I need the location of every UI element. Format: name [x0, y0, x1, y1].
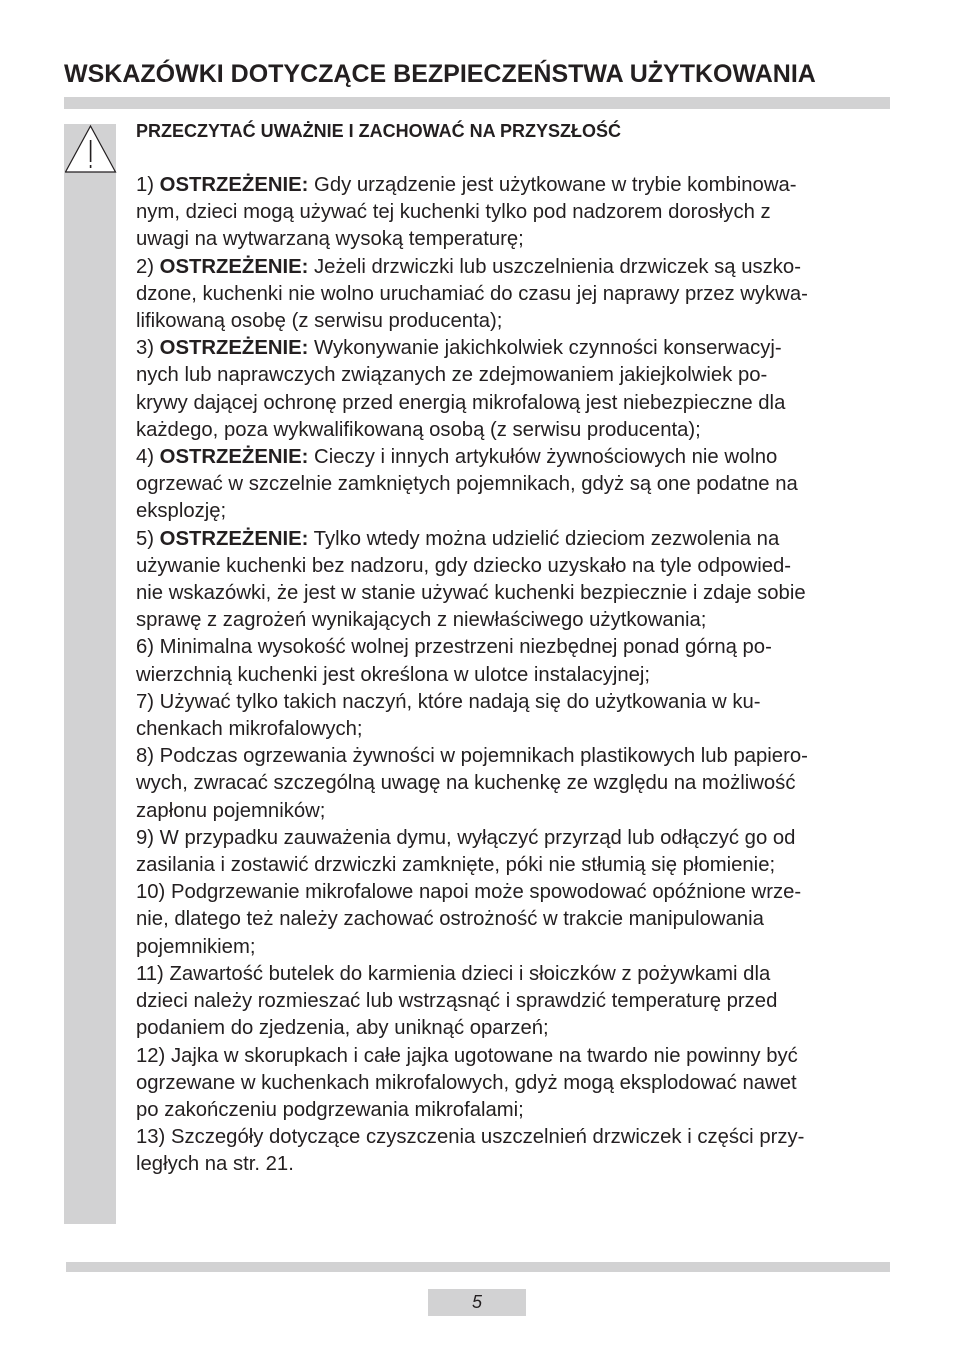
item-text-line: nym, dzieci mogą używać tej kuchenki tylko pod nadzorem dorosłych z	[136, 201, 771, 224]
item-text-line: każdego, poza wykwalifikowaną osobą (z serwisu producenta);	[136, 418, 701, 441]
item-number: 1)	[136, 174, 160, 196]
item-text-line: Gdy urządzenie jest użytkowane w trybie kombinowa-	[308, 174, 797, 196]
item-text-line: 7) Używać tylko takich naczyń, które nadają się do użytkowania w ku-	[136, 690, 761, 713]
instruction-list	[136, 172, 896, 1179]
item-text-line: dzone, kuchenki nie wolno uruchamiać do czasu jej naprawy przez wykwa-	[136, 282, 808, 305]
subheading: PRZECZYTAĆ UWAŻNIE I ZACHOWAĆ NA PRZYSZŁOŚĆ	[136, 121, 621, 141]
bottom-divider	[66, 1262, 890, 1272]
warning-label: OSTRZEŻENIE:	[159, 255, 309, 278]
instruction-item	[136, 879, 896, 961]
instruction-item	[136, 1124, 896, 1178]
item-text-line: ogrzewać w szczelnie zamkniętych pojemnikach, gdyż są one podatne na	[136, 473, 798, 496]
item-text-line: po zakończeniu podgrzewania mikrofalami;	[136, 1098, 524, 1121]
item-text-line: dzieci należy rozmieszać lub wstrząsnąć i sprawdzić temperaturę przed	[136, 990, 778, 1013]
item-number: 5)	[136, 527, 160, 550]
warning-label: OSTRZEŻENIE:	[159, 446, 309, 469]
item-text-line: pojemnikiem;	[136, 935, 256, 958]
item-text-line: Tylko wtedy można udzielić dzieciom zezwolenia na	[308, 527, 780, 550]
item-text-line: lifikowaną osobę (z serwisu producenta);	[136, 310, 503, 333]
item-text-line: 13) Szczegóły dotyczące czyszczenia uszczelnień drzwiczek i części przy-	[136, 1126, 805, 1149]
item-text-line: podaniem do zjedzenia, aby uniknąć oparzeń;	[136, 1017, 549, 1040]
instruction-item	[136, 526, 896, 635]
warning-label: OSTRZEŻENIE:	[159, 337, 309, 360]
instruction-item	[136, 1043, 896, 1125]
warning-label: OSTRZEŻENIE:	[159, 527, 309, 550]
item-text-line: wych, zwracać szczególną uwagę na kuchenkę ze względu na możliwość	[136, 772, 796, 795]
item-text-line: zapłonu pojemników;	[136, 799, 326, 822]
instruction-item	[136, 689, 896, 743]
item-text-line: 11) Zawartość butelek do karmienia dzieci i słoiczków z pożywkami dla	[136, 962, 771, 985]
item-text-line: ległych na str. 21.	[136, 1153, 294, 1176]
instruction-item	[136, 254, 896, 336]
instruction-item	[136, 961, 896, 1043]
instruction-item	[136, 444, 896, 526]
instruction-item	[136, 743, 896, 825]
instruction-item	[136, 172, 896, 254]
item-number: 2)	[136, 255, 160, 278]
page-number: 5	[428, 1289, 526, 1316]
instruction-item	[136, 634, 896, 688]
item-text-line: uwagi na wytwarzaną wysoką temperaturę;	[136, 228, 524, 251]
item-text-line: 6) Minimalna wysokość wolnej przestrzeni niezbędnej ponad górną po-	[136, 636, 772, 659]
item-text-line: nie, dlatego też należy zachować ostrożność w trakcie manipulowania	[136, 908, 764, 931]
instruction-item	[136, 825, 896, 879]
page-title: WSKAZÓWKI DOTYCZĄCE BEZPIECZEŃSTWA UŻYTKOWANIA	[64, 60, 816, 88]
warning-triangle-icon	[65, 124, 117, 174]
top-divider	[64, 97, 890, 109]
item-text-line: Wykonywanie jakichkolwiek czynności konserwacyj-	[308, 337, 782, 360]
safety-instructions	[136, 117, 896, 1179]
item-text-line: eksplozję;	[136, 500, 227, 523]
warning-label: OSTRZEŻENIE:	[159, 174, 309, 196]
item-text-line: 9) W przypadku zauważenia dymu, wyłączyć przyrząd lub odłączyć go od	[136, 826, 796, 849]
item-text-line: Jeżeli drzwiczki lub uszczelnienia drzwiczek są uszko-	[308, 255, 801, 278]
instruction-item	[136, 335, 896, 444]
item-text-line: zasilania i zostawić drzwiczki zamknięte, póki nie stłumią się płomienie;	[136, 854, 776, 877]
item-text-line: nych lub naprawczych związanych ze zdejmowaniem jakiejkolwiek po-	[136, 364, 768, 387]
item-text-line: 10) Podgrzewanie mikrofalowe napoi może spowodować opóźnione wrze-	[136, 881, 802, 904]
item-text-line: sprawę z zagrożeń wynikających z niewłaściwego użytkowania;	[136, 609, 707, 632]
item-text-line: chenkach mikrofalowych;	[136, 718, 363, 741]
item-number: 3)	[136, 337, 160, 360]
item-text-line: wierzchnią kuchenki jest określona w ulotce instalacyjnej;	[136, 663, 651, 686]
item-text-line: 8) Podczas ogrzewania żywności w pojemnikach plastikowych lub papiero-	[136, 745, 808, 768]
item-text-line: krywy dającej ochronę przed energią mikrofalową jest niebezpieczne dla	[136, 391, 786, 414]
item-number: 4)	[136, 446, 160, 469]
item-text-line: ogrzewane w kuchenkach mikrofalowych, gdyż mogą eksplodować nawet	[136, 1071, 797, 1094]
item-text-line: 12) Jajka w skorupkach i całe jajka ugotowane na twardo nie powinny być	[136, 1044, 798, 1067]
item-text-line: używanie kuchenki bez nadzoru, gdy dziecko uzyskało na tyle odpowied-	[136, 554, 792, 577]
side-bar	[64, 124, 116, 1224]
item-text-line: nie wskazówki, że jest w stanie używać kuchenki bezpiecznie i zdaje sobie	[136, 582, 806, 605]
item-text-line: Cieczy i innych artykułów żywnościowych nie wolno	[308, 446, 778, 469]
